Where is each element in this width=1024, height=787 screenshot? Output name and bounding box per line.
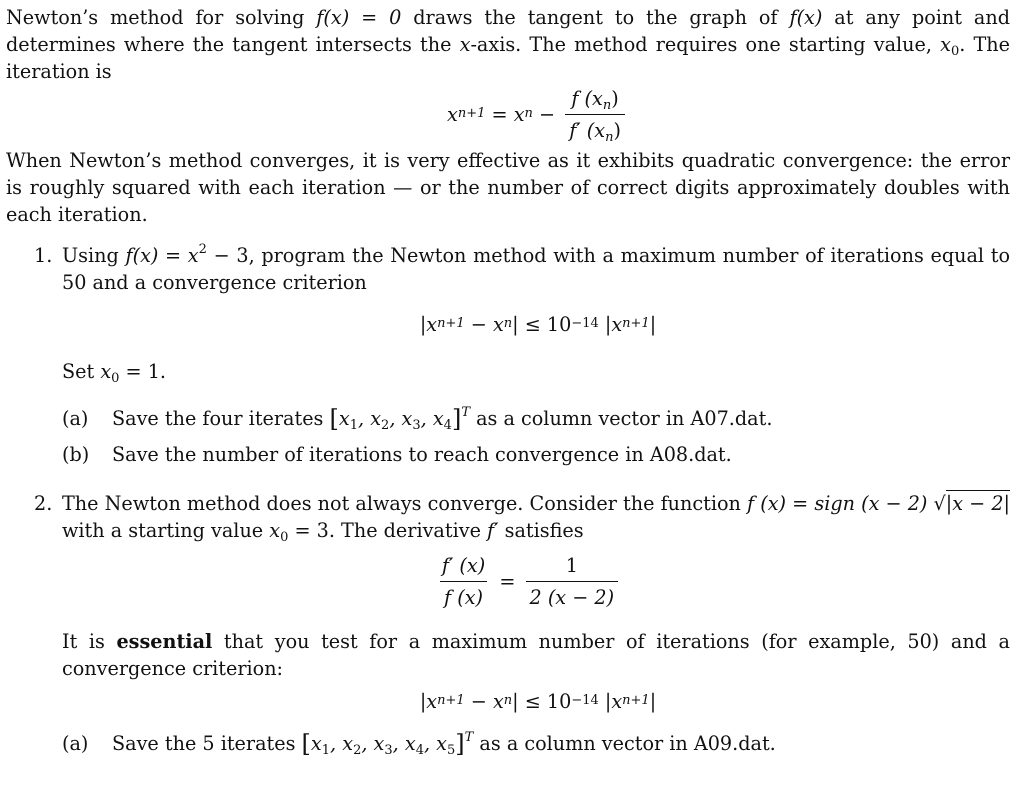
sqrt-symbol: √|x − 2| xyxy=(933,492,1010,515)
problem-1-set-x0: Set $x_0 = 1$. xyxy=(62,360,167,386)
problem-1-label: 1. xyxy=(34,244,53,267)
derivative-ratio: $\frac{f' (x)}{f (x)}$ = $\frac{1}{2 (x - 2)}$ xyxy=(46,544,1010,618)
problem-1a: (a) Save the four iterates [$x_1$, $x_2$, $x_3$, $x_4]^T$ as a column vector in A07.dat. xyxy=(62,405,773,433)
problem-2a: (a) Save the 5 iterates [$x_1$, $x_2$, $x_3$, $x_4$, $x_5]^T$ as a column vector in A09.dat. xyxy=(62,730,776,758)
problem-2-label: 2. xyxy=(34,492,53,515)
newton-fraction: $\frac{f (x_n)}{f' (x_n)}$ xyxy=(565,85,625,144)
convergence-paragraph: When Newton’s method converges, it is very effective as it exhibits quadratic convergence: the error is roughly squared with each iteration — or the number of correct digits approximately doubles with each iteration. xyxy=(6,149,1010,226)
essential-paragraph: It is essential that you test for a maximum number of iterations (for example, 50) and a convergence criterion: xyxy=(62,630,1010,680)
document xyxy=(6,4,1010,758)
math-f-equals-zero: f(x) = 0 xyxy=(316,6,402,29)
problem-1-criterion: |x n+1 − x n | ≤ 10 −14 |x n+1 | xyxy=(419,312,657,336)
problem-1-text: Using $f(x) = x^2 - 3$, program the Newton method with a maximum number of iterations equal to 50 and a convergence criterion xyxy=(62,242,1011,294)
problem-1b: (b) Save the number of iterations to reach convergence in A08.dat. xyxy=(62,443,732,466)
problem-2-text: The Newton method does not always converge. Consider the function f (x) = sign (x − 2) √|x − 2| with a starting value $x_0 = 3$. The derivative f′ satisfies xyxy=(62,492,1010,545)
math-fx: f(x) xyxy=(789,6,823,29)
iteration-formula: x n+1 = x n − $\frac{f (x_n)}{f' (x_n)}$ xyxy=(66,85,1010,143)
problem-1 xyxy=(34,242,1010,296)
problem-2-criterion: |x n+1 − x n | ≤ 10 −14 |x n+1 | xyxy=(419,689,657,713)
problem-2 xyxy=(34,490,1010,544)
intro-paragraph: Newton’s method for solving f(x) = 0 draws the tangent to the graph of f(x) at any point and determines where the tangent intersects the x-axis. The method requires one starting value, $x_0$. The iteration is xyxy=(6,6,1011,83)
